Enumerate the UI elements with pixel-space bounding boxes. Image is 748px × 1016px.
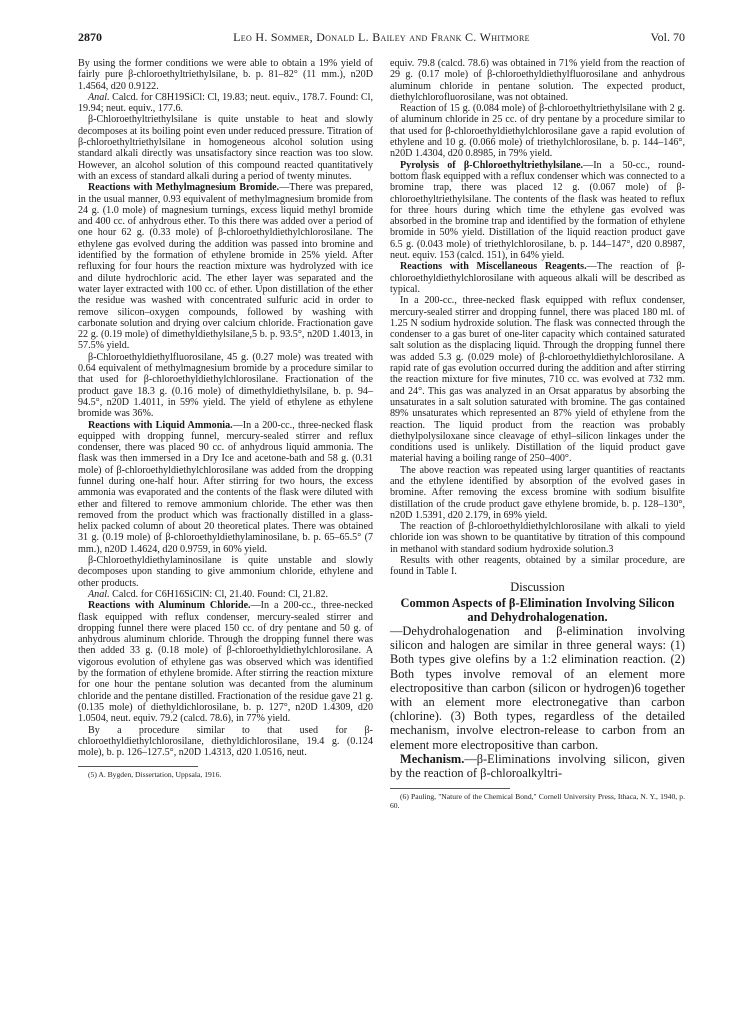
paragraph [390, 465, 685, 521]
paragraph [78, 725, 373, 759]
paragraph-text: Discussion [510, 579, 565, 594]
paragraph-text: By using the former conditions we were able to obtain a 19% yield of fairly pure β-chloroethyltriethylsilane, b. p. 81–82° (11 mm.), n20D 1.4564, d20 0.9122. [78, 58, 373, 92]
paragraph-run-in-heading: Reactions with Methylmagnesium Bromide. [88, 182, 280, 194]
left-column [78, 58, 373, 779]
paragraph-text: equiv. 79.8 (calcd. 78.6) was obtained in 71% yield from the reaction of 29 g. (0.17 mole) of β-chloroethyldiethylfluorosilane and anhydrous aluminum chloride in pentane solution. The expected product, diethylchlorofluorosilane, was not obtained. [390, 58, 685, 103]
paragraph-text: Results with other reagents, obtained by a similar procedure, are found in Table I. [390, 555, 685, 578]
paragraph [78, 114, 373, 182]
running-header [78, 30, 685, 46]
paragraph [78, 58, 373, 92]
paragraph-text: Calcd. for C6H16SiClN: Cl, 21.40. Found: Cl, 21.82. [112, 588, 329, 600]
paragraph-text: By a procedure similar to that used for β-chloroethyldiethylchlorosilane, diethyldichlorosilane, 19.4 g. (0.124 mole), b. p. 126–127.5°, n20D 1.4313, d20 1.0516, neut. [78, 724, 373, 759]
paragraph [390, 624, 685, 752]
footnote [78, 770, 373, 779]
paragraph-run-in-heading: Reactions with Miscellaneous Reagents. [400, 261, 587, 273]
section-heading [390, 580, 685, 595]
paragraph [78, 589, 373, 600]
paragraph [78, 555, 373, 589]
paragraph-text: —In a 50-cc., round-bottom flask equipped with a reflux condenser which was connected to a bromine trap, there was placed 12 g. (0.067 mole) of β-chloroethyltriethylsilane. The contents of the flask was heated to reflux for three hours during which time the ethylene gas evolved was absorbed in the bromine trap and identified by the formation of ethylene bromide in 50% yield. Distillation of the liquid reaction product gave 6.5 g. (0.043 mole) of triethylchlorosilane, b. p. 144–147°, d20 0.8987, neut. equiv. 153 (calcd. 151), in 64% yield. [390, 159, 685, 262]
paragraph-text: (6) Pauling, "Nature of the Chemical Bond," Cornell University Press, Ithaca, N. Y., 1940, p. 60. [390, 792, 685, 811]
paragraph-text: Common Aspects of β-Elimination Involving Silicon and Dehydrohalogenation. [400, 595, 675, 624]
paragraph-text: In a 200-cc., three-necked flask equipped with reflux condenser, mercury-sealed stirrer and dropping funnel, there was placed 180 ml. of 1.25 N sodium hydroxide solution. The flask was connected through the condenser to a gas buret of one-liter capacity which contained saturated salt solution as the displacing liquid. Through the dropping funnel there was added 5.3 g. (0.029 mole) of β-chloroethyldiethylchlorosilane. A rapid rate of gas evolution occurred during the addition and after stirring the reaction mixture for five minutes, 710 cc. was evolved at 732 mm. and 24°. This gas was analyzed in an Orsat apparatus by absorbing the unsaturates in a salt solution saturated with bromine. The gas contained 89% unsaturates which represented an 87% yield of ethylene from the reaction. The liquid product from the reaction was probably diethylpolysiloxane since cleavage of ethyl–silicon linkages under the conditions used is unlikely. Distillation of the liquid product gave material having a boiling range of 250–400°. [390, 295, 685, 465]
running-authors: Leo H. Sommer, Donald L. Bailey and Frank C. Whitmore [233, 30, 530, 44]
footnote-rule [78, 766, 198, 767]
paragraph-text: —In a 200-cc., three-necked flask equipped with dropping funnel, mercury-sealed stirrer and reflux condenser, there was placed 90 cc. of anhydrous liquid ammonia. The flask was then immersed in a Dry Ice and acetone-bath and 58 g. (0.31 mole) of β-chloroethyldiethylchlorosilane was added from the dropping funnel during one-half hour. After stirring for two hours, the excess ammonia was evaporated and the contents of the flask were diluted with ether and filtered to remove ammonium chloride. The ether was then removed from the product which was fractionally distilled in a glass-helix packed column of about 20 theoretical plates. There was obtained 31 g. (0.19 mole) of β-chloroethyldiethylaminosilane, b. p. 65–65.5° (7 mm.), n20D 1.4624, d20 0.9759, in 60% yield. [78, 419, 373, 555]
right-column [390, 58, 685, 810]
paragraph [78, 420, 373, 556]
paragraph [390, 555, 685, 578]
paragraph [78, 182, 373, 351]
paragraph [78, 600, 373, 724]
paragraph-text: The reaction of β-chloroethyldiethylchlorosilane with alkali to yield chloride ion was shown to be quantitative by titration of this compound in methanol with standard sodium hydroxide solution.3 [390, 521, 685, 555]
paragraph-run-in-heading: Mechanism. [400, 751, 465, 766]
volume-number: Vol. 70 [650, 30, 685, 44]
paragraph-text: β-Chloroethyldiethylaminosilane is quite unstable and slowly decomposes upon standing to give ammonium chloride, ethylene and other products. [78, 555, 373, 589]
paragraph [390, 261, 685, 295]
paragraph-text: Reaction of 15 g. (0.084 mole) of β-chloroethyltriethylsilane with 2 g. of aluminum chloride in 25 cc. of dry pentane by a procedure similar to that used for β-chloroethyldiethylchlorosilane gave a rapid evolution of ethylene and 10 g. (0.066 mole) of triethylchlorosilane, b. p. 144–146°, n20D 1.4304, d20 0.8985, in 79% yield. [390, 103, 685, 160]
paragraph-run-in-heading: Reactions with Liquid Ammonia. [88, 419, 233, 431]
paragraph [390, 103, 685, 159]
paragraph [390, 160, 685, 262]
paragraph [390, 58, 685, 103]
paragraph [78, 92, 373, 115]
footnote-rule [390, 788, 510, 789]
paragraph-run-in-heading: Anal. [88, 91, 110, 103]
paragraph-text: β-Chloroethyltriethylsilane is quite unstable to heat and slowly decomposes at its boiling point even under reduced pressure. Titration of β-chloroethyltriethylsilane in homogeneous alcohol solution using standard alkali directly was unsatisfactory since reaction was too slow. However, an alcohol solution of this compound reacted quantitatively with an excess of standard alkali during a period of twenty minutes. [78, 114, 373, 182]
paragraph-text: —Dehydrohalogenation and β-elimination involving silicon and halogen are similar in three general ways: (1) Both types give olefins by a 1:2 elimination reaction. (2) Both types involve removal of an element more electropositive than carbon (silicon or hydrogen)6 together with an element more electronegative than carbon (chlorine). (3) Both types, regardless of the detailed mechanism, involve electron-release to carbon from an element more electropositive than carbon. [390, 624, 685, 752]
paragraph-run-in-heading: Pyrolysis of β-Chloroethyltriethylsilane. [400, 159, 584, 171]
page-number: 2870 [78, 30, 102, 44]
paragraph-text: (5) A. Bygden, Dissertation, Uppsala, 1916. [88, 770, 222, 780]
footnote [390, 792, 685, 810]
paragraph-run-in-heading: Anal. [88, 588, 110, 600]
paragraph-text: The above reaction was repeated using larger quantities of reactants and the ethylene identified by absorption of the evolved gases in bromine. After removing the excess bromine with sodium bisulfite distillation of the crude product gave ethylene bromide, b. p. 128–130°, n20D 1.5391, d20 2.179, in 69% yield. [390, 464, 685, 521]
paragraph [78, 352, 373, 420]
paragraph-text: —There was prepared, in the usual manner, 0.93 equivalent of methylmagnesium bromide from 24 g. (1.0 mole) of magnesium turnings, excess liquid methyl bromide and 400 cc. of anhydrous ether. To this there was added over a period of one hour 62 g. (0.33 mole) of β-chloroethyldiethylchlorosilane. The ethylene gas evolved during the addition was passed into bromine and identified by the formation of ethylene bromide in 25% yield. After refluxing for four hours the reaction mixture was hydrolyzed with ice and dilute hydrochloric acid. The ether layer was separated and the water layer extracted with 100 cc. of ether. Upon distillation of the ether the residue was washed with concentrated sulfuric acid in order to remove silicon–oxygen compounds, followed by washing with carbonate solution and drying over calcium chloride. Fractionation gave 22 g. (0.19 mole) of dimethyldiethylsilane,5 b. p. 93.5°, n20D 1.4013, in 57.5% yield. [78, 182, 374, 352]
paragraph-text: —In a 200-cc., three-necked flask equipped with reflux condenser, mercury-sealed stirrer and dropping funnel there were placed 150 cc. of dry pentane and 50 g. of anhydrous aluminum chloride. Through the dropping funnel there was then added 33 g. (0.18 mole) of β-chloroethyldiethylchlorosilane. A vigorous evolution of ethylene gas was observed which was identified by the formation of ethylene bromide. After stirring the reaction mixture for one hour the pentane solution was decanted from the aluminum chloride and the pentane distilled. Fractionation of the residue gave 21 g. (0.135 mole) of diethyldichlorosilane, b. p. 127°, n20D 1.4309, d20 1.0504, neut. equiv. 79.2 (calcd. 78.6), in 77% yield. [78, 600, 373, 725]
paragraph [390, 752, 685, 780]
paragraph-text: Calcd. for C8H19SiCl: Cl, 19.83; neut. equiv., 178.7. Found: Cl, 19.94; neut. equiv., 177.6. [78, 91, 373, 115]
paragraph-text: β-Chloroethyldiethylfluorosilane, 45 g. (0.27 mole) was treated with 0.64 equivalent of methylmagnesium bromide by a procedure similar to that used for β-chloroethyldiethylchlorosilane. Fractionation of the product gave 18.3 g. (0.16 mole) of dimethyldiethylsilane, b. p. 94–94.5°, n20D 1.4011, in 59% yield. The yield of ethylene as ethylene bromide was 36%. [78, 351, 373, 420]
subsection-heading [390, 596, 685, 624]
paragraph-text: —β-Eliminations involving silicon, given by the reaction of β-chloroalkyltri- [390, 751, 685, 781]
paragraph-run-in-heading: Reactions with Aluminum Chloride. [88, 600, 251, 612]
paragraph [390, 521, 685, 555]
paragraph [390, 295, 685, 464]
paragraph-text: —The reaction of β-chloroethyldiethylchlorosilane with aqueous alkali will be described as typical. [390, 261, 685, 295]
